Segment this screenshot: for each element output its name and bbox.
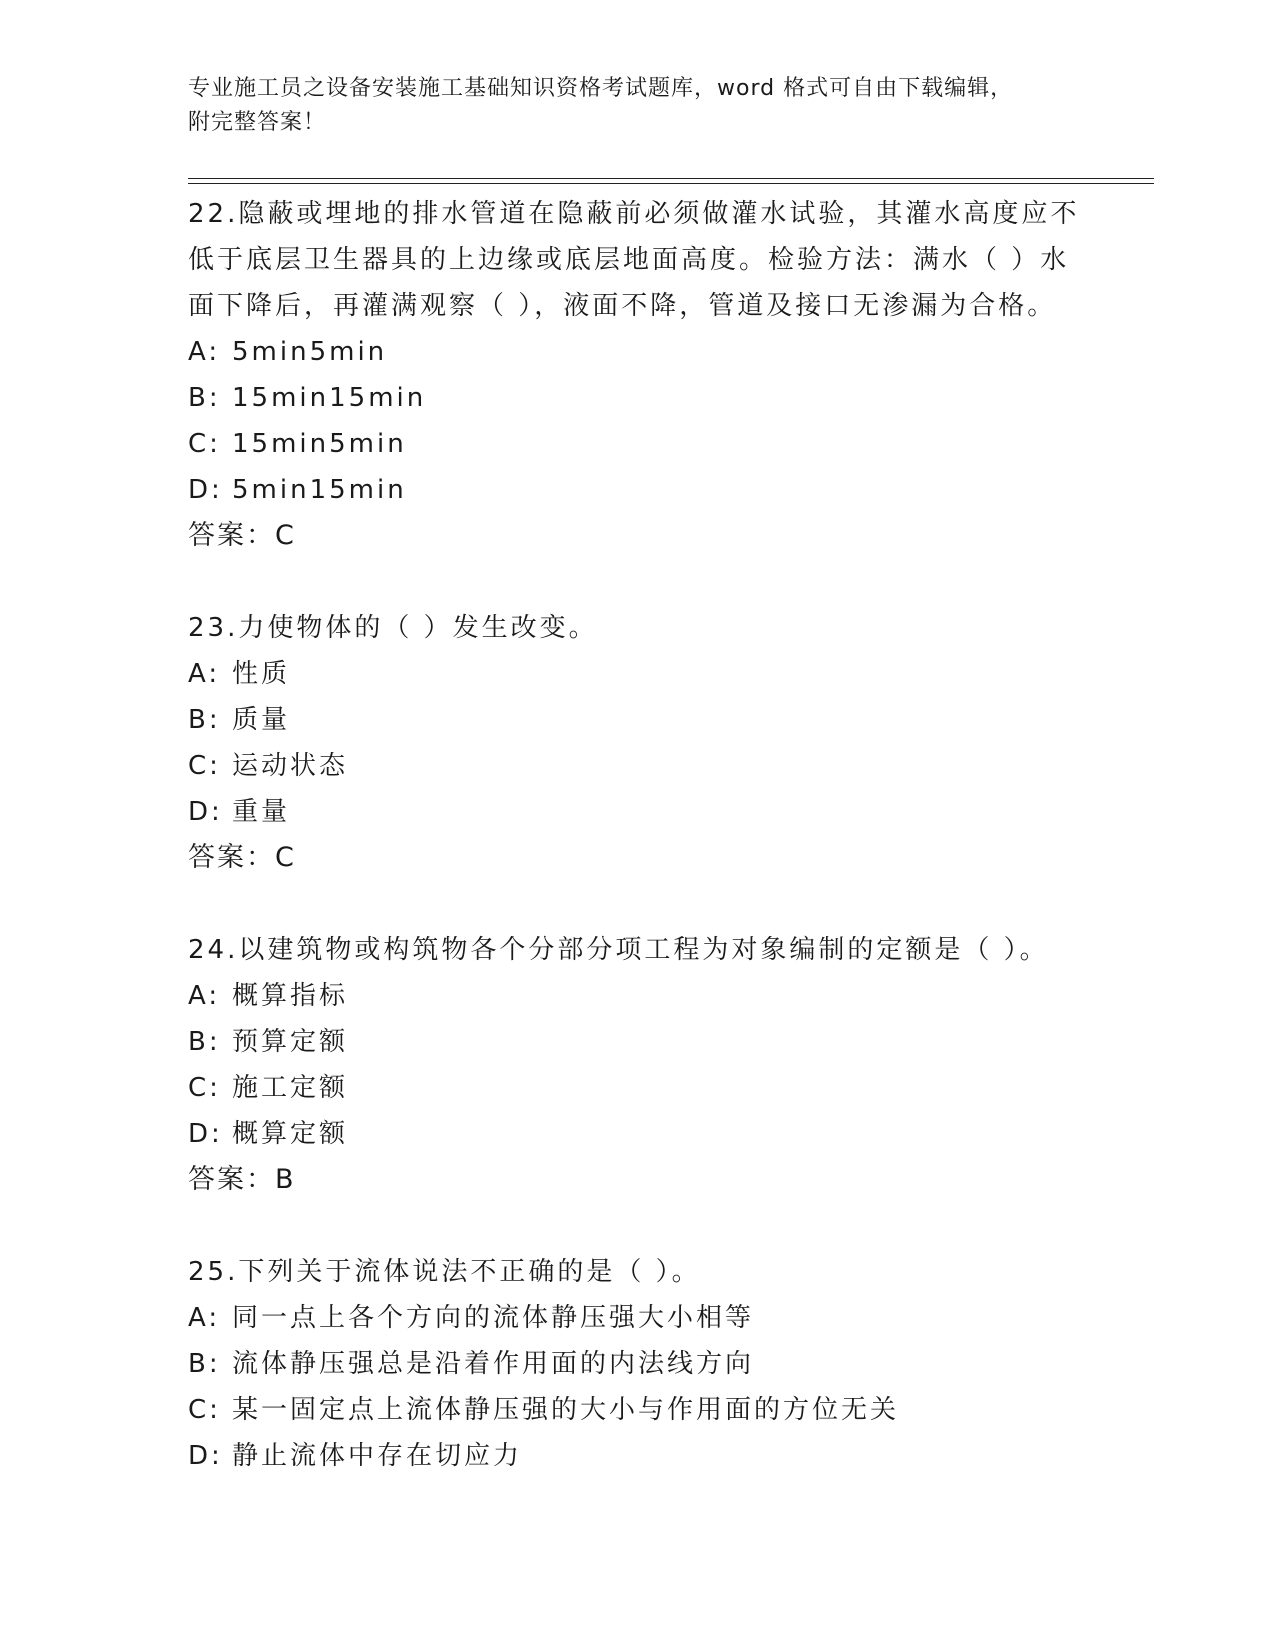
question-23 [188, 605, 1088, 881]
option-text: 运动状态 [232, 751, 349, 781]
option-b [188, 375, 1088, 421]
option-key: C: [188, 1073, 221, 1103]
option-text: 流体静压强总是沿着作用面的内法线方向 [232, 1349, 755, 1379]
question-text: 下列关于流体说法不正确的是（ ）。 [238, 1257, 701, 1287]
option-key: D: [188, 797, 223, 827]
option-key: C: [188, 1395, 221, 1425]
option-text: 某一固定点上流体静压强的大小与作用面的方位无关 [232, 1395, 900, 1425]
option-key: D: [188, 1119, 223, 1149]
option-key: A: [188, 337, 221, 367]
option-a [188, 973, 1088, 1019]
question-stem [188, 927, 1088, 973]
option-key: B: [188, 705, 221, 735]
option-text: 5min15min [232, 475, 407, 505]
question-stem [188, 1249, 1088, 1295]
header-line-1: 专业施工员之设备安装施工基础知识资格考试题库，word 格式可自由下载编辑， [188, 76, 1014, 101]
header-line-2: 附完整答案！ [188, 110, 327, 135]
question-text: 隐蔽或埋地的排水管道在隐蔽前必须做灌水试验，其灌水高度应不低于底层卫生器具的上边缘或底层地面高度。检验方法：满水（ ）水面下降后，再灌满观察（ ），液面不降，管道及接口无渗漏为合格。 [188, 199, 1080, 321]
option-d [188, 1433, 1088, 1479]
option-key: A: [188, 981, 221, 1011]
option-key: B: [188, 1349, 221, 1379]
question-stem [188, 605, 1088, 651]
option-key: B: [188, 383, 221, 413]
option-text: 概算指标 [232, 981, 349, 1011]
option-key: A: [188, 659, 221, 689]
question-number: 22. [188, 199, 239, 229]
option-c [188, 1387, 1088, 1433]
option-a [188, 329, 1088, 375]
option-text: 概算定额 [232, 1119, 349, 1149]
question-text: 以建筑物或构筑物各个分部分项工程为对象编制的定额是（ ）。 [238, 935, 1049, 965]
option-d [188, 1111, 1088, 1157]
option-text: 重量 [232, 797, 291, 827]
option-b [188, 697, 1088, 743]
option-c [188, 743, 1088, 789]
question-text: 力使物体的（ ）发生改变。 [238, 613, 598, 643]
option-text: 15min15min [232, 383, 427, 413]
option-c [188, 1065, 1088, 1111]
option-text: 静止流体中存在切应力 [232, 1441, 523, 1471]
question-stem [188, 191, 1088, 329]
option-key: D: [188, 475, 223, 505]
option-b [188, 1019, 1088, 1065]
question-number: 25. [188, 1257, 239, 1287]
option-text: 15min5min [232, 429, 407, 459]
option-key: C: [188, 751, 221, 781]
option-text: 施工定额 [232, 1073, 349, 1103]
question-22 [188, 191, 1088, 559]
option-text: 性质 [232, 659, 291, 689]
document-header [188, 72, 1068, 140]
answer-label: 答案： [188, 842, 275, 873]
answer-label: 答案： [188, 520, 275, 551]
option-key: C: [188, 429, 221, 459]
option-text: 5min5min [232, 337, 388, 367]
option-d [188, 789, 1088, 835]
option-a [188, 1295, 1088, 1341]
option-key: D: [188, 1441, 223, 1471]
option-text: 预算定额 [232, 1027, 349, 1057]
option-text: 同一点上各个方向的流体静压强大小相等 [232, 1303, 755, 1333]
option-c [188, 421, 1088, 467]
option-b [188, 1341, 1088, 1387]
question-number: 23. [188, 613, 239, 643]
question-25 [188, 1249, 1088, 1479]
option-a [188, 651, 1088, 697]
question-number: 24. [188, 935, 239, 965]
answer-value: B [275, 1164, 295, 1195]
question-24 [188, 927, 1088, 1203]
question-list [188, 191, 1088, 1479]
answer-value: C [275, 842, 295, 873]
header-divider-top [188, 178, 1154, 179]
option-d [188, 467, 1088, 513]
answer-value: C [275, 520, 295, 551]
option-text: 质量 [232, 705, 291, 735]
answer-line [188, 835, 1088, 881]
answer-line [188, 513, 1088, 559]
option-key: A: [188, 1303, 221, 1333]
answer-line [188, 1157, 1088, 1203]
header-divider-bottom [188, 183, 1154, 184]
answer-label: 答案： [188, 1164, 275, 1195]
option-key: B: [188, 1027, 221, 1057]
